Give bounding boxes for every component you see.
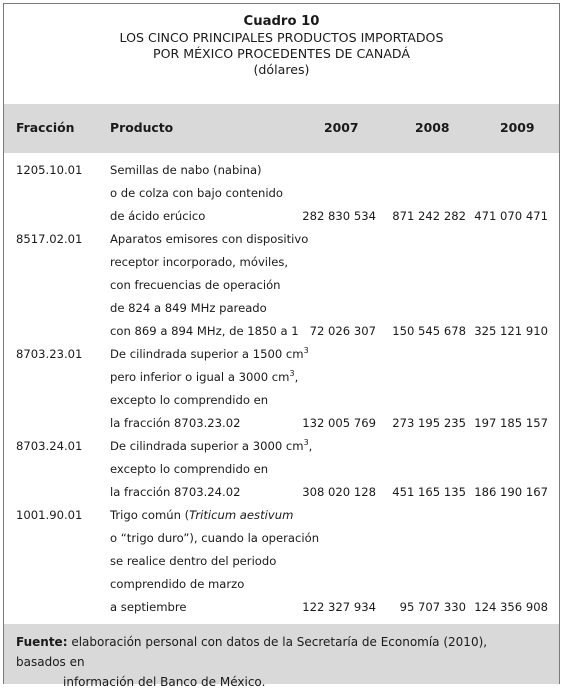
row-5-producto-line: comprendido de marzo [110,577,245,591]
row-4-producto-line: excepto lo comprendido en [110,462,269,476]
row-2-producto-line: Aparatos emisores con dispositivo [110,232,309,246]
row-5-producto-line: a septiembre [110,600,187,614]
row-2-fraccion: 8517.02.01 [16,232,83,246]
source-label: Fuente: [16,635,68,649]
row-3-value-2008: 273 195 235 [392,416,466,430]
row-1-value-2008: 871 242 282 [392,209,466,223]
source-text-line-2: información del Banco de México. [63,675,266,689]
table-header-row [4,104,559,153]
row-1-fraccion: 1205.10.01 [16,163,83,177]
row-4-value-2007: 308 020 128 [302,485,376,499]
row-3-producto-line: De cilindrada superior a 1500 $cm^3$ [110,346,309,361]
table-title-line-1: LOS CINCO PRINCIPALES PRODUCTOS IMPORTADOS [119,30,444,45]
row-4-value-2009: 186 190 167 [474,485,548,499]
row-3-value-2007: 132 005 769 [302,416,376,430]
row-5-producto-line: o “trigo duro”), cuando la operación [110,531,320,545]
row-3-value-2009: 197 185 157 [474,416,548,430]
row-2-producto-line: con 869 a 894 MHz, de 1850 a 1 [110,324,299,338]
row-1-producto-line: de ácido erúcico [110,209,206,223]
header-fraccion: Fracción [16,120,75,135]
row-3-fraccion: 8703.23.01 [16,347,83,361]
table-number: Cuadro 10 [243,14,320,29]
row-1-producto-line: Semillas de nabo (nabina) [110,163,262,177]
row-3-producto-line: excepto lo comprendido en [110,393,269,407]
row-1-value-2007: 282 830 534 [302,209,376,223]
header-producto: Producto [110,120,174,135]
source-text-line-1: elaboración personal con datos de la Secretaría de Economía (2010), basados en [16,635,488,669]
row-2-value-2008: 150 545 678 [392,324,466,338]
row-5-producto-line: Trigo común (Triticum aestivum [110,508,294,522]
header-2008: 2008 [415,120,450,135]
table-title-block [4,14,559,78]
row-5-value-2008: 95 707 330 [399,600,466,614]
row-5-fraccion: 1001.90.01 [16,508,83,522]
row-2-producto-line: receptor incorporado, móviles, [110,255,289,269]
row-3-producto-line: pero inferior o igual a 3000 $cm^3$, [110,369,299,384]
row-4-value-2008: 451 165 135 [392,485,466,499]
row-2-producto-line: de 824 a 849 MHz pareado [110,301,267,315]
table-units: (dólares) [253,62,310,77]
row-4-producto-line: la fracción 8703.24.02 [110,485,241,499]
row-1-value-2009: 471 070 471 [474,209,548,223]
header-2007: 2007 [324,120,359,135]
row-5-value-2009: 124 356 908 [474,600,548,614]
source-note [16,632,536,692]
row-5-producto-line: se realice dentro del periodo [110,554,277,568]
row-4-producto-line: De cilindrada superior a 3000 $cm^3$, [110,438,313,453]
header-2009: 2009 [500,120,535,135]
table-frame [3,3,560,689]
row-4-fraccion: 8703.24.01 [16,439,83,453]
row-3-producto-line: la fracción 8703.23.02 [110,416,241,430]
row-2-producto-line: con frecuencias de operación [110,278,281,292]
table-title-line-2: POR MÉXICO PROCEDENTES DE CANADÁ [152,46,411,61]
row-2-value-2009: 325 121 910 [474,324,548,338]
row-2-value-2007: 72 026 307 [309,324,376,338]
row-5-value-2007: 122 327 934 [302,600,376,614]
row-1-producto-line: o de colza con bajo contenido [110,186,284,200]
